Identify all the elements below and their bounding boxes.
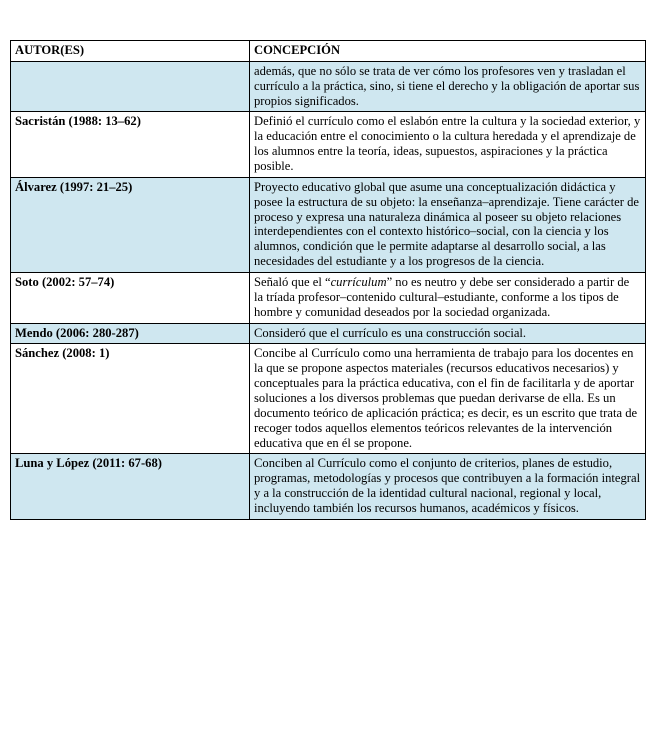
cell-concept: además, que no sólo se trata de ver cómo los profesores ven y trasladan el currículo a la práctica, sino, si tiene el derecho y la obligación de aportar sus propios significados.	[250, 61, 646, 112]
cell-author: Luna y López (2011: 67-68)	[11, 454, 250, 519]
table-row	[11, 177, 646, 272]
cell-concept: Conciben al Currículo como el conjunto de criterios, planes de estudio, programas, metodologías y procesos que contribuyen a la formación integral y a la construcción de la identidad cultural nacional, regional y local, incluyendo también los recursos humanos, académicos y físicos.	[250, 454, 646, 519]
cell-concept: Proyecto educativo global que asume una conceptualización didáctica y posee la estructura de su objeto: la enseñanza–aprendizaje. Tiene carácter de proceso y expresa una naturaleza dinámica al poseer su objeto relaciones interdependientes con el contexto histórico–social, con la ciencia y los alumnos, condición que le permite adaptarse al desarrollo social, a las necesidades del estudiante y a los progresos de la ciencia.	[250, 177, 646, 272]
cell-concept	[250, 273, 646, 324]
table-header-row	[11, 41, 646, 62]
table-row	[11, 61, 646, 112]
cell-author: Mendo (2006: 280-287)	[11, 323, 250, 344]
table-row	[11, 112, 646, 177]
column-header-concept: CONCEPCIÓN	[250, 41, 646, 62]
table-row	[11, 323, 646, 344]
curriculum-concepts-table	[10, 40, 646, 520]
cell-concept: Definió el currículo como el eslabón entre la cultura y la sociedad exterior, y la educación entre el conocimiento o la cultura heredada y el aprendizaje de los alumnos entre la teoría, ideas, supuestos, aspiraciones y la práctica posible.	[250, 112, 646, 177]
cell-author	[11, 61, 250, 112]
concept-text-post: ” no es neutro y debe ser considerado a partir de la tríada profesor–contenido cultural–estudiante, conforme a los tipos de hombre y comunidad deseados por la sociedad organizada.	[254, 275, 630, 319]
cell-author: Álvarez (1997: 21–25)	[11, 177, 250, 272]
cell-author: Soto (2002: 57–74)	[11, 273, 250, 324]
concept-text-pre: Señaló que el “	[254, 275, 331, 290]
table-body	[11, 61, 646, 519]
cell-author: Sacristán (1988: 13–62)	[11, 112, 250, 177]
cell-concept: Consideró que el currículo es una construcción social.	[250, 323, 646, 344]
cell-author: Sánchez (2008: 1)	[11, 344, 250, 454]
column-header-author: AUTOR(ES)	[11, 41, 250, 62]
table-row	[11, 454, 646, 519]
concept-text-italic: currículum	[330, 275, 387, 290]
table-row	[11, 344, 646, 454]
table-header	[11, 41, 646, 62]
table-row	[11, 273, 646, 324]
cell-concept: Concibe al Currículo como una herramienta de trabajo para los docentes en la que se propone aspectos materiales (recursos educativos necesarios) y conceptuales para la práctica educativa, con el fin de facilitarla y de aportar soluciones a los diversos problemas que puedan derivarse de ella. Es un documento teórico de aplicación práctica; es decir, es un escrito que trata de recoger todos aquellos elementos teóricos relevantes de la intervención educativa que en él se propone.	[250, 344, 646, 454]
